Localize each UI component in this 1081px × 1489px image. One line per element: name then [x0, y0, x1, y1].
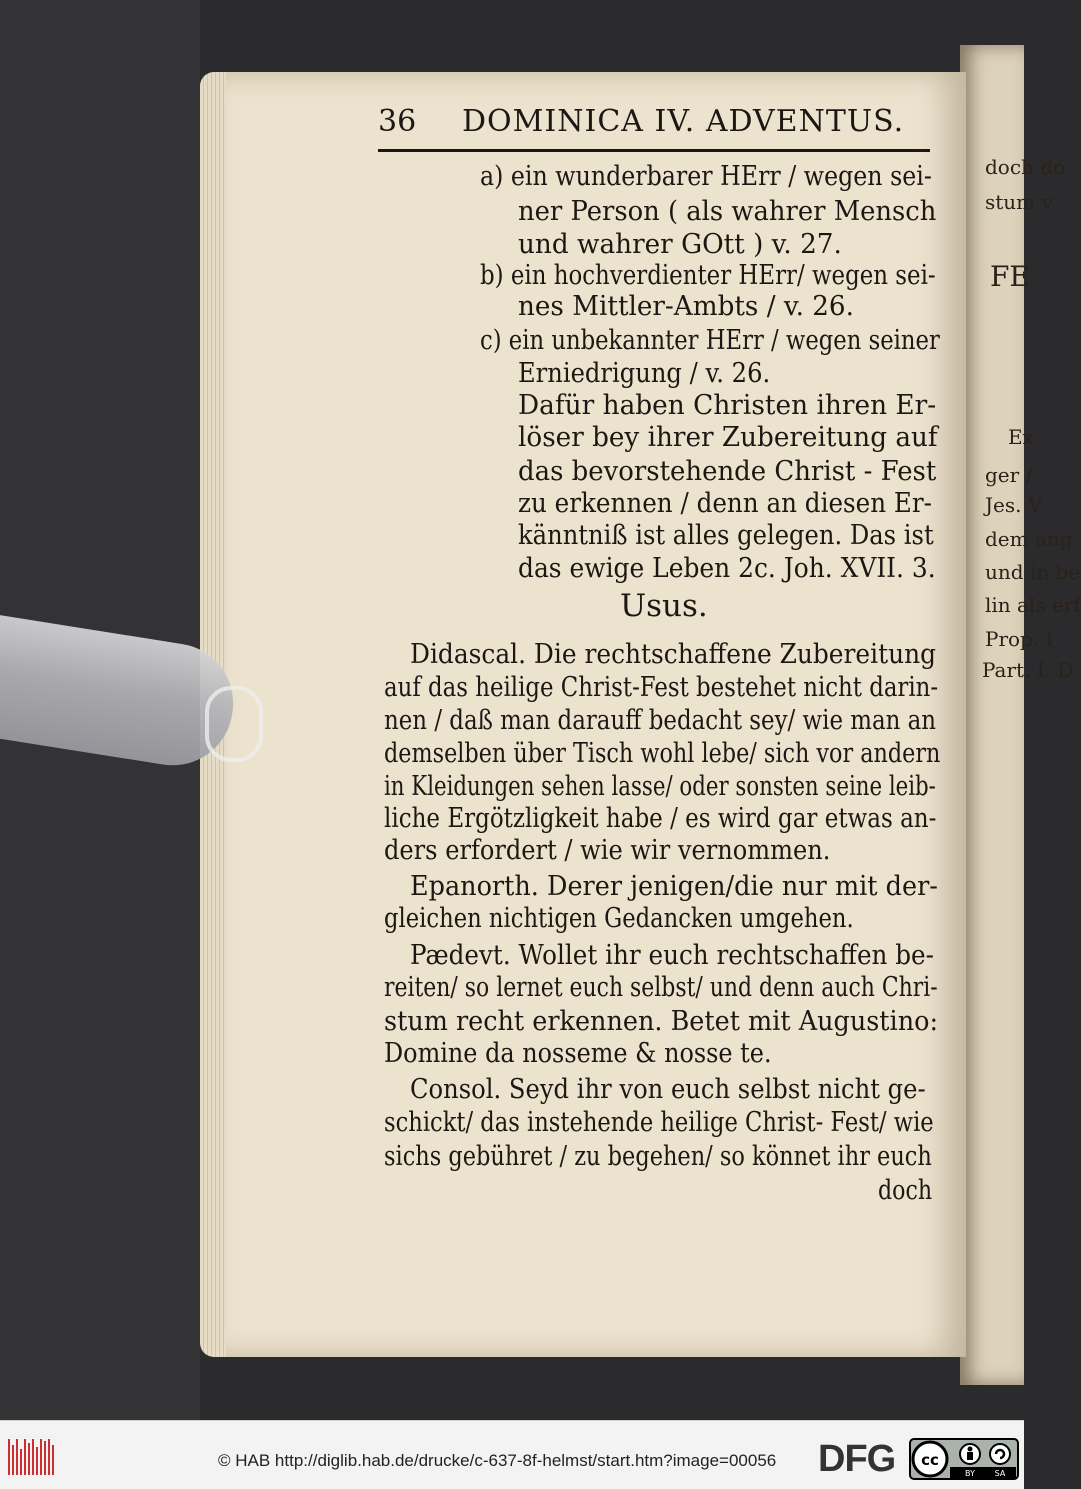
text-line: Consol. Seyd ihr von euch selbst nicht ge-	[410, 1074, 926, 1105]
text-line: auf das heilige Christ-Fest bestehet nicht darin-	[384, 672, 939, 703]
text-line: b) ein hochverdienter HErr/ wegen sei-	[480, 260, 936, 291]
footer-bar	[0, 1420, 1024, 1489]
hab-barcode-logo	[8, 1439, 54, 1475]
cc-by-sa-icon[interactable]	[910, 1439, 1018, 1479]
facing-page	[960, 45, 1024, 1385]
text-line: a) ein wunderbarer HErr / wegen sei-	[480, 161, 932, 192]
text-line: ner Person ( als wahrer Mensch	[518, 196, 937, 227]
text-line: Dafür haben Christen ihren Er-	[518, 390, 937, 421]
page-clip-ring	[205, 686, 263, 762]
facing-page-fragment: dem ang	[985, 527, 1073, 551]
text-line: und wahrer GOtt ) v. 27.	[518, 229, 842, 260]
dfg-logo: DFG	[818, 1438, 896, 1480]
facing-page-fragment: ger /	[985, 463, 1033, 487]
page-number: 36	[378, 104, 417, 139]
running-head: DOMINICA IV. ADVENTUS.	[462, 104, 905, 139]
text-line: demselben über Tisch wohl lebe/ sich vor andern	[384, 738, 941, 769]
text-line: stum recht erkennen. Betet mit Augustino:	[384, 1006, 939, 1037]
text-line: nen / daß man darauff bedacht sey/ wie man an	[384, 705, 937, 736]
text-line: schickt/ das instehende heilige Christ- Fest/ wie	[384, 1107, 934, 1138]
text-line: in Kleidungen sehen lasse/ oder sonsten seine leib-	[384, 771, 936, 802]
text-line: das ewige Leben 2c. Joh. XVII. 3.	[518, 553, 936, 584]
text-line: sichs gebühret / zu begehen/ so könnet ihr euch	[384, 1141, 932, 1172]
cc-label: cc	[921, 1451, 939, 1469]
sa-label: SA	[994, 1469, 1006, 1478]
text-line: das bevorstehende Christ - Fest	[518, 456, 937, 487]
facing-page-fragment: und in be	[985, 560, 1081, 584]
text-line: nes Mittler-Ambts / v. 26.	[518, 291, 854, 322]
header-rule	[378, 149, 930, 152]
text-line: doch	[878, 1175, 933, 1206]
facing-page-fragment: Prop. I	[985, 627, 1054, 651]
text-line: Pædevt. Wollet ihr euch rechtschaffen be-	[410, 940, 934, 971]
facing-page-fragment: Ex	[1008, 425, 1034, 449]
text-line: reiten/ so lernet euch selbst/ und denn auch Chri-	[384, 972, 938, 1003]
text-line: Didascal. Die rechtschaffene Zubereitung	[410, 639, 937, 670]
text-line: gleichen nichtigen Gedancken umgehen.	[384, 903, 854, 934]
text-line: liche Ergötzligkeit habe / es wird gar etwas an-	[384, 803, 937, 834]
facing-page-fragment: Jes. V	[985, 493, 1043, 517]
text-line: Domine da nosseme & nosse te.	[384, 1038, 772, 1069]
text-line: löser bey ihrer Zubereitung auf	[518, 422, 938, 453]
facing-page-fragment: stum v	[985, 190, 1053, 214]
text-line: ders erfordert / wie wir vernommen.	[384, 835, 831, 866]
text-line: c) ein unbekannter HErr / wegen seiner	[480, 325, 940, 356]
text-line: känntniß ist alles gelegen. Das ist	[518, 520, 934, 551]
section-heading-usus: Usus.	[620, 588, 708, 624]
text-line: Erniedrigung / v. 26.	[518, 358, 771, 389]
facing-page-fragment: doch do	[985, 155, 1066, 179]
facing-page-fragment: Part. I. D	[982, 658, 1074, 682]
facing-page-fragment: FE	[990, 260, 1030, 293]
facing-page-fragment: lin als erf	[985, 593, 1081, 617]
source-url[interactable]: © HAB http://diglib.hab.de/drucke/c-637-8f-helmst/start.htm?image=00056	[218, 1451, 777, 1470]
text-line: zu erkennen / denn an diesen Er-	[518, 488, 932, 519]
text-line: Epanorth. Derer jenigen/die nur mit der-	[410, 871, 938, 902]
by-label: BY	[965, 1469, 975, 1478]
